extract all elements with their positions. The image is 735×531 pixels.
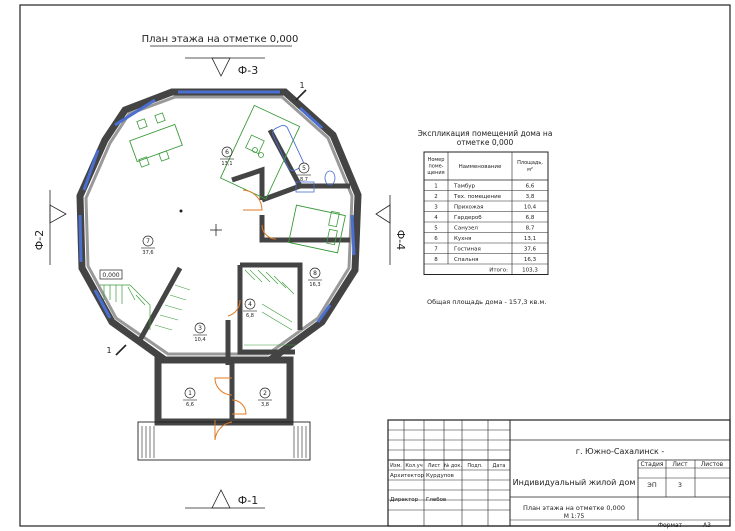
table-row xyxy=(434,184,535,190)
interior-wall xyxy=(262,186,350,200)
room-tag-6 xyxy=(220,147,234,167)
cell-name: Тех. помещение xyxy=(454,194,502,200)
explication-table xyxy=(424,152,548,275)
room-number: 6 xyxy=(225,149,229,157)
room-tag-2 xyxy=(258,388,272,408)
table-row xyxy=(434,194,535,200)
outer-wall-inner-line xyxy=(86,97,352,354)
stamp-project: Индивидуальный жилой дом xyxy=(512,478,636,487)
stamp-scale: М 1:75 xyxy=(563,513,585,520)
room-area: 6,6 xyxy=(186,402,194,408)
burner xyxy=(259,153,264,158)
table-total-label: Итого: xyxy=(489,267,508,274)
cell-num: 5 xyxy=(434,225,438,232)
room-area: 8,7 xyxy=(300,177,308,183)
table-row xyxy=(434,215,535,221)
explication xyxy=(418,129,553,306)
axis-marker-right xyxy=(376,195,407,265)
table-row xyxy=(434,236,536,242)
cell-area: 16,3 xyxy=(523,257,537,263)
table-header-area: Площадь, xyxy=(517,160,543,166)
door-swing xyxy=(243,190,262,210)
window xyxy=(352,215,354,255)
stamp-role-director: Директор xyxy=(390,497,419,503)
cooktop xyxy=(246,135,265,154)
svg-text:1: 1 xyxy=(106,346,112,355)
table-row xyxy=(434,247,536,253)
section-mark-bottom xyxy=(106,345,126,355)
axis-marker-top xyxy=(185,58,265,77)
room-area: 6,8 xyxy=(246,313,254,319)
cell-name: Санузел xyxy=(454,225,478,232)
cell-name: Прихожая xyxy=(454,204,484,211)
room-tag-5 xyxy=(297,163,311,183)
stamp-sheet-title: План этажа на отметке 0,000 xyxy=(523,504,625,512)
window xyxy=(80,215,81,262)
stamp-stage-value: ЭП xyxy=(647,481,657,489)
door-swing xyxy=(215,378,232,395)
dining-table xyxy=(130,113,183,167)
room-tag-7 xyxy=(141,236,155,256)
room-area: 3,8 xyxy=(261,402,269,408)
table-header-num: поме- xyxy=(428,163,444,170)
cell-num: 6 xyxy=(434,236,438,242)
explication-title-2: отметке 0,000 xyxy=(456,138,514,147)
axis-marker-bottom xyxy=(185,490,265,508)
cell-area: 3,8 xyxy=(525,194,535,200)
cell-num: 3 xyxy=(434,204,438,211)
cell-area: 8,7 xyxy=(525,225,535,232)
cell-name: Спальня xyxy=(454,257,479,263)
level-mark: 0,000 xyxy=(102,272,120,279)
cell-area: 6,6 xyxy=(525,183,535,190)
cell-name: Гостиная xyxy=(454,246,481,253)
axis-marker-left xyxy=(33,190,66,265)
table-header-num: щения xyxy=(427,170,445,176)
room-tag-4 xyxy=(243,299,257,319)
explication-footnote: Общая площадь дома - 157,3 кв.м. xyxy=(427,298,547,306)
stamp-stage-label: Стадия xyxy=(640,461,664,468)
cell-area: 13,1 xyxy=(523,236,537,242)
stamp-header-label: № док. xyxy=(444,463,462,469)
section-mark-top xyxy=(296,81,306,100)
table-header-num: Номер xyxy=(427,157,445,163)
cell-num: 4 xyxy=(434,215,438,221)
svg-text:Ф-4: Ф-4 xyxy=(394,229,407,251)
table-row xyxy=(434,257,536,263)
room-number: 7 xyxy=(146,238,150,246)
cell-area: 10,4 xyxy=(523,204,537,211)
stamp-header-label: Дата xyxy=(492,463,506,469)
cell-num: 2 xyxy=(434,194,438,200)
stamp-location: г. Южно-Сахалинск - xyxy=(575,447,665,456)
bed xyxy=(289,205,346,253)
porch xyxy=(138,422,310,460)
table-total-value: 103,3 xyxy=(522,267,538,274)
stamp-format-label: Формат xyxy=(657,522,683,529)
svg-text:Ф-1: Ф-1 xyxy=(237,494,259,507)
room-area: 16,3 xyxy=(309,282,321,288)
svg-text:Ф-3: Ф-3 xyxy=(237,64,259,77)
stamp-sheet-label: Лист xyxy=(672,461,688,468)
interior-wall xyxy=(262,215,350,240)
svg-text:Ф-2: Ф-2 xyxy=(33,229,46,251)
stamp-header-label: Подп. xyxy=(467,463,483,469)
stamp-role-architect: Архитектор xyxy=(390,473,425,479)
cell-num: 8 xyxy=(434,257,438,263)
room-number: 5 xyxy=(302,165,306,173)
stamp-header-label: Изм. xyxy=(390,463,402,469)
cell-area: 6,8 xyxy=(525,215,535,221)
floor-plan xyxy=(80,92,358,460)
table-header-area: м² xyxy=(527,167,533,173)
cell-num: 7 xyxy=(434,246,438,253)
cell-name: Гардероб xyxy=(454,215,482,221)
interior-wall xyxy=(240,265,300,330)
explication-title: Экспликация помещений дома на xyxy=(417,129,553,138)
cell-num: 1 xyxy=(434,183,438,190)
svg-text:1: 1 xyxy=(299,81,305,90)
room-area: 37,6 xyxy=(142,250,154,256)
room-number: 2 xyxy=(263,390,267,398)
table-header-name: Наименование xyxy=(458,164,502,170)
stamp-header-label: Кол.уч xyxy=(405,463,423,469)
room-number: 4 xyxy=(248,301,252,309)
cell-name: Тамбур xyxy=(454,183,476,190)
table-row xyxy=(434,205,536,211)
room-area: 10,4 xyxy=(194,337,206,343)
room-tag-3 xyxy=(193,323,207,343)
stamp-header-label: Лист xyxy=(427,463,441,469)
toilet xyxy=(325,171,335,185)
entrance-wall xyxy=(158,360,290,422)
room-tag-8 xyxy=(308,268,322,288)
room-number: 3 xyxy=(198,325,202,333)
stamp-name-director: Глебов xyxy=(426,497,447,503)
plan-title: План этажа на отметке 0,000 xyxy=(141,34,299,45)
cell-area: 37,6 xyxy=(523,246,537,253)
table-row xyxy=(434,226,535,232)
stamp-format-value: А3 xyxy=(703,522,711,529)
interior-wall xyxy=(140,268,180,340)
porch-steps xyxy=(142,426,306,458)
room-number: 1 xyxy=(188,390,192,398)
room-number: 8 xyxy=(313,270,317,278)
room-tag-1 xyxy=(183,388,197,408)
center-dot xyxy=(180,210,183,213)
room-area: 13,1 xyxy=(221,161,233,167)
stamp-sheet-value: 3 xyxy=(677,481,683,489)
stamp-sheets-label: Листов xyxy=(700,461,724,468)
cell-name: Кухня xyxy=(454,236,472,242)
stamp-name-architect: Курдупов xyxy=(426,473,454,479)
